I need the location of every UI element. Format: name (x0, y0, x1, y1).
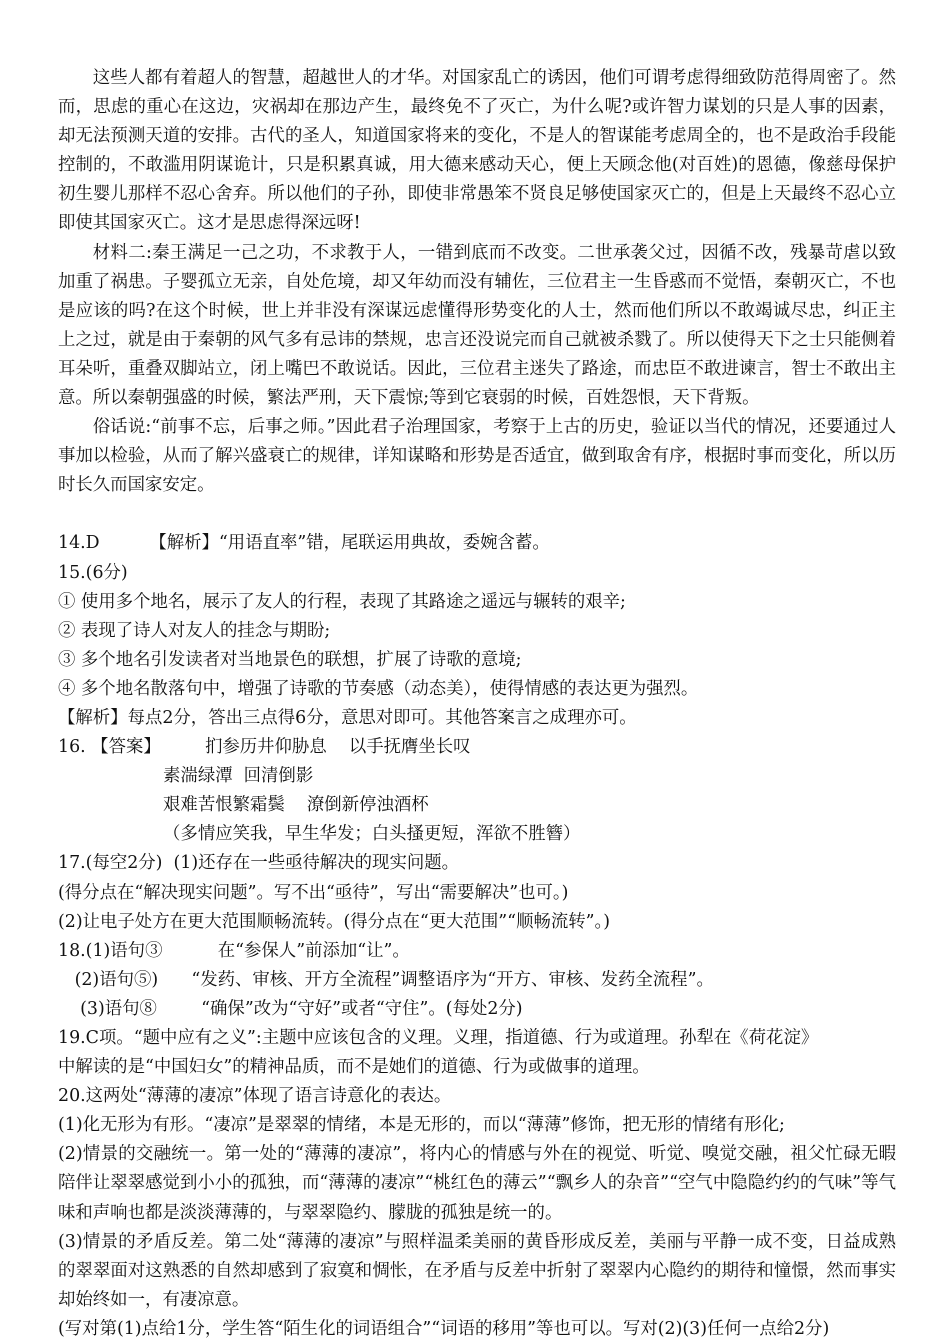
answer-15-line: ① 使用多个地名，展示了友人的行程，表现了其路途之遥远与辗转的艰辛; (58, 591, 626, 612)
answer-19-line: 中解读的是“中国妇女”的精神品质，而不是她们的道德、行为或做事的道理。 (58, 1057, 650, 1078)
answer-16-line: 艰难苦恨繁霜鬓 潦倒新停浊酒杯 (58, 795, 429, 816)
answer-16-line: 16. 【答案】 扪参历井仰胁息 以手抚膺坐长叹 (58, 737, 471, 758)
answer-18-line: 18.(1)语句③ 在“参保人”前添加“让”。 (58, 940, 410, 961)
answer-14: 14.D 【解析】“用语直率”错，尾联运用典故，委婉含蓄。 (58, 533, 550, 554)
answer-15-line: ④ 多个地名散落句中，增强了诗歌的节奏感（动态美），使得情感的表达更为强烈。 (58, 678, 699, 699)
answer-20-point: (3)情景的矛盾反差。第二处“薄薄的凄凉”与照样温柔美丽的黄昏形成反差，美丽与平静一成不变，日益成熟的翠翠面对这熟悉的自然却感到了寂寞和惆怅，在矛盾与反差中折射了翠翠内心隐约的期待和憧憬，然而事实却始终如一，有凄凉意。 (58, 1231, 896, 1310)
translation-paragraph: 材料二:秦王满足一己之功，不求教于人，一错到底而不改变。二世承袭父过，因循不改，残暴苛虐以致加重了祸患。子婴孤立无亲，自处危境，却又年幼而没有辅佐，三位君主一生昏惑而不觉悟，秦朝灭亡，不也是应该的吗?在这个时候，世上并非没有深谋远虑懂得形势变化的人士，然而他们所以不敢竭诚尽忠，纠正主上之过，就是由于秦朝的风气多有忌讳的禁规，忠言还没说完而自己就被杀戮了。所以使得天下之士只能侧着耳朵听，重叠双脚站立，闭上嘴巴不敢说话。因此，三位君主迷失了路途，而忠臣不敢进谏言，智士不敢出主意。所以秦朝强盛的时候，繁法严刑，天下震惊;等到它衰弱的时候，百姓怨恨，天下背叛。 (58, 242, 896, 409)
answer-18-line: (2)语句⑤) “发药、审核、开方全流程”调整语序为“开方、审核、发药全流程”。 (58, 969, 714, 990)
answer-20-point: (写对第(1)点给1分，学生答“陌生化的词语组合”“词语的移用”等也可以。写对(2)(3)任何一点给2分) (58, 1318, 830, 1339)
answer-18-line: (3)语句⑧ “确保”改为“守好”或者“守住”。(每处2分) (58, 998, 523, 1019)
answer-19-line: 19.C项。“题中应有之义”:主题中应该包含的义理。义理，指道德、行为或道理。孙犁在《荷花淀》 (58, 1028, 819, 1048)
answer-15-line: ③ 多个地名引发读者对当地景色的联想，扩展了诗歌的意境; (58, 649, 522, 670)
translation-paragraph: 这些人都有着超人的智慧，超越世人的才华。对国家乱亡的诱因，他们可谓考虑得细致防范得周密了。然而，思虑的重心在这边，灾祸却在那边产生，最终免不了灭亡，为什么呢?或许智力谋划的只是人事的因素，却无法预测天道的安排。古代的圣人，知道国家将来的变化，不是人的智谋能考虑周全的，也不是政治手段能控制的，不敢滥用阴谋诡计，只是积累真诚，用大德来感动天心，便上天顾念他(对百姓)的恩德，像慈母保护初生婴儿那样不忍心舍弃。所以他们的子孙，即使非常愚笨不贤良足够使国家灭亡的，但是上天最终不忍心立即使其国家灭亡。这才是思虑得深远呀! (58, 68, 896, 234)
answer-document (58, 64, 896, 1344)
answer-17-line: (得分点在“解决现实问题”。写不出“亟待”，写出“需要解决”也可。) (58, 882, 569, 903)
answer-16-line: 素湍绿潭 回清倒影 (58, 766, 314, 787)
answer-20-point: (2)情景的交融统一。第一处的“薄薄的凄凉”，将内心的情感与外在的视觉、听觉、嗅觉交融，祖父忙碌无暇陪伴让翠翠感觉到小小的孤独，而“薄薄的凄凉”“桃红色的薄云”“飘乡人的杂音”“空气中隐隐约约的气味”等气味和声响也都是淡淡薄薄的，与翠翠隐约、朦胧的孤独是统一的。 (58, 1144, 896, 1223)
translation-paragraph: 俗话说:“前事不忘，后事之师。”因此君子治理国家，考察于上古的历史，验证以当代的情况，还要通过人事加以检验，从而了解兴盛衰亡的规律，详知谋略和形势是否适宜，做到取舍有序，根据时事而变化，所以历时长久而国家安定。 (58, 417, 896, 496)
spacer (58, 500, 896, 529)
answer-17-line: 17.(每空2分) (1)还存在一些亟待解决的现实问题。 (58, 853, 460, 874)
answer-20-intro: 20.这两处“薄薄的凄凉”体现了语言诗意化的表达。 (58, 1086, 452, 1107)
answer-17-line: (2)让电子处方在更大范围顺畅流转。(得分点在“更大范围”“顺畅流转”。) (58, 911, 611, 932)
answer-15-line: 15.(6分) (58, 562, 128, 583)
answer-15-line: 【解析】每点2分，答出三点得6分，意思对即可。其他答案言之成理亦可。 (58, 707, 637, 728)
answer-20-point: (1)化无形为有形。“凄凉”是翠翠的情绪，本是无形的，而以“薄薄”修饰，把无形的情绪有形化; (58, 1115, 785, 1136)
answer-16-line: （多情应笑我，早生华发；白头搔更短，浑欲不胜簪） (58, 824, 581, 845)
answer-15-line: ② 表现了诗人对友人的挂念与期盼; (58, 620, 331, 641)
